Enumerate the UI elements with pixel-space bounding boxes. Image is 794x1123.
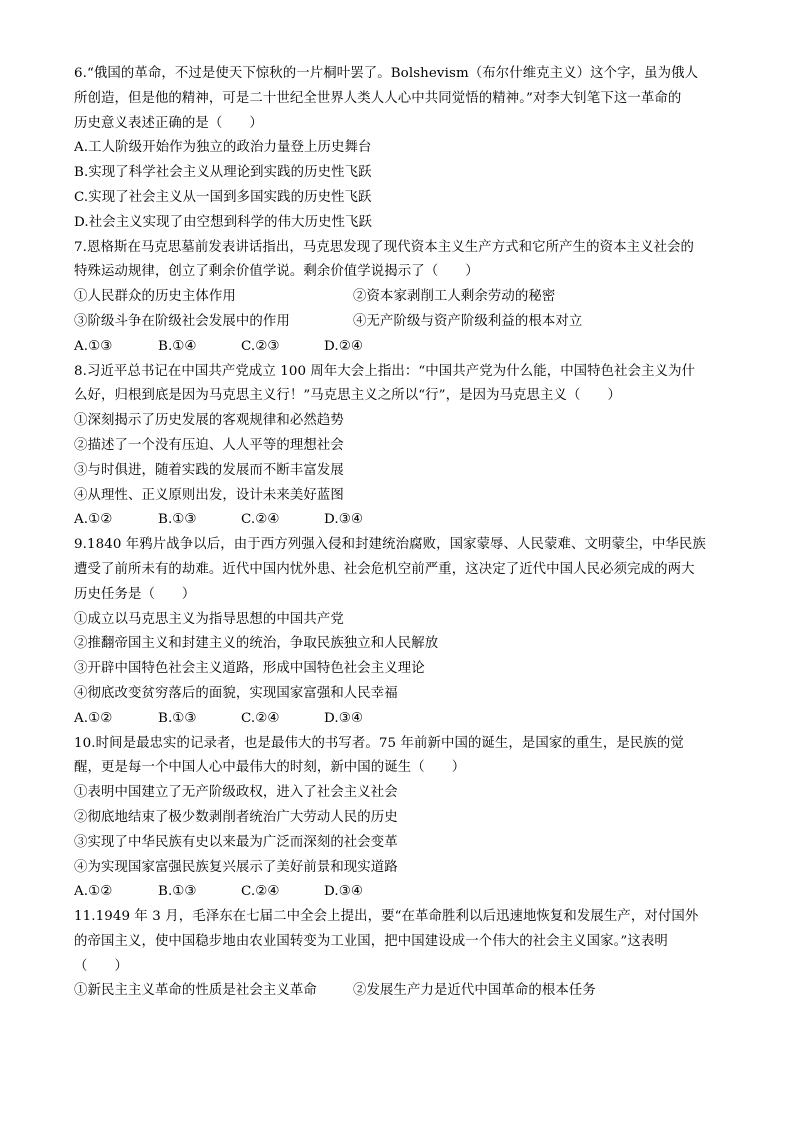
answer-row <box>74 335 724 360</box>
answer-row <box>74 880 724 905</box>
question-9 <box>74 533 724 731</box>
item-2: ②彻底地结束了极少数剥削者统治广大劳动人民的历史 <box>74 809 398 825</box>
item-row <box>74 979 724 1004</box>
item-2: ②发展生产力是近代中国革命的根本任务 <box>353 983 596 999</box>
question-11 <box>74 905 724 1004</box>
item-4: ④从理性、正义原则出发，设计未来美好蓝图 <box>74 487 344 503</box>
question-stem-line: 历史任务是（ ） <box>74 586 196 602</box>
question-stem-line: 11.1949 年 3 月，毛泽东在七届二中全会上提出，要“在革命胜利以后迅速地恢复和发展生产，对付国外 <box>74 909 699 925</box>
question-stem-line: 8.习近平总书记在中国共产党成立 100 周年大会上指出：“中国共产党为什么能，中国特色社会主义为什 <box>74 363 696 379</box>
question-stem-line: 醒，更是每一个中国人心中最伟大的时刻，新中国的诞生（ ） <box>74 760 466 776</box>
answer-row <box>74 508 724 533</box>
answer-d: D.③④ <box>324 884 363 900</box>
item-1: ①深刻揭示了历史发展的客观规律和必然趋势 <box>74 413 344 429</box>
answer-d: D.③④ <box>324 710 363 726</box>
question-stem-line: （ ） <box>74 958 128 974</box>
answer-c: C.②③ <box>241 338 280 354</box>
item-1: ①表明中国建立了无产阶级政权，进入了社会主义社会 <box>74 785 398 801</box>
item-3: ③阶级斗争在阶级社会发展中的作用 <box>74 313 290 329</box>
item-4: ④彻底改变贫穷落后的面貌，实现国家富强和人民幸福 <box>74 685 398 701</box>
item-2: ②推翻帝国主义和封建主义的统治，争取民族独立和人民解放 <box>74 636 439 652</box>
option-b: B.实现了科学社会主义从理论到实践的历史性飞跃 <box>74 165 372 181</box>
question-stem-line: 特殊运动规律，创立了剩余价值学说。剩余价值学说揭示了（ ） <box>74 264 479 280</box>
question-stem-line: 7.恩格斯在马克思墓前发表讲话指出，马克思发现了现代资本主义生产方式和它所产生的资本主义社会的 <box>74 239 695 255</box>
option-c: C.实现了社会主义从一国到多国实践的历史性飞跃 <box>74 189 372 205</box>
question-10 <box>74 732 724 906</box>
answer-b: B.①③ <box>158 512 197 528</box>
answer-a: A.①② <box>74 512 113 528</box>
question-stem-line: 10.时间是最忠实的记录者，也是最伟大的书写者。75 年前新中国的诞生，是国家的重生，是民族的觉 <box>74 735 684 751</box>
item-3: ③与时俱进，随着实践的发展而不断丰富发展 <box>74 462 344 478</box>
question-stem-line: 的帝国主义，使中国稳步地由农业国转变为工业国，把中国建设成一个伟大的社会主义国家。”这表明 <box>74 933 668 949</box>
answer-d: D.③④ <box>324 512 363 528</box>
answer-a: A.①③ <box>74 338 113 354</box>
answer-row <box>74 707 724 732</box>
item-3: ③实现了中华民族有史以来最为广泛而深刻的社会变革 <box>74 834 398 850</box>
question-stem-line: 6.“俄国的革命，不过是使天下惊秋的一片桐叶罢了。Bolshevism（布尔什维克主义）这个字，虽为俄人 <box>74 66 699 81</box>
question-8 <box>74 360 724 534</box>
question-stem-line: 遭受了前所未有的劫难。近代中国内忧外患、社会危机空前严重，这决定了近代中国人民必须完成的两大 <box>74 561 695 577</box>
question-6 <box>74 62 724 236</box>
item-1: ①新民主主义革命的性质是社会主义革命 <box>74 983 317 999</box>
answer-a: A.①② <box>74 884 113 900</box>
answer-a: A.①② <box>74 710 113 726</box>
answer-b: B.①③ <box>158 710 197 726</box>
question-7 <box>74 236 724 360</box>
item-3: ③开辟中国特色社会主义道路，形成中国特色社会主义理论 <box>74 661 425 677</box>
question-stem-line: 9.1840 年鸦片战争以后，由于西方列强入侵和封建统治腐败，国家蒙辱、人民蒙难、文明蒙尘，中华民族 <box>74 537 706 553</box>
item-1: ①成立以马克思主义为指导思想的中国共产党 <box>74 611 344 627</box>
item-4: ④无产阶级与资产阶级利益的根本对立 <box>353 313 583 329</box>
answer-b: B.①④ <box>158 338 197 354</box>
item-row <box>74 310 724 335</box>
question-stem-line: 历史意义表述正确的是（ ） <box>74 115 263 131</box>
answer-d: D.②④ <box>324 338 363 354</box>
item-2: ②资本家剥削工人剩余劳动的秘密 <box>353 289 556 305</box>
question-stem-line: 么好，归根到底是因为马克思主义行！”马克思主义之所以“行”，是因为马克思主义（ ） <box>74 388 621 404</box>
answer-c: C.②④ <box>241 710 280 726</box>
item-4: ④为实现国家富强民族复兴展示了美好前景和现实道路 <box>74 859 398 875</box>
item-2: ②描述了一个没有压迫、人人平等的理想社会 <box>74 437 344 453</box>
option-a: A.工人阶级开始作为独立的政治力量登上历史舞台 <box>74 140 372 156</box>
answer-c: C.②④ <box>241 884 280 900</box>
question-stem-line: 所创造，但是他的精神，可是二十世纪全世界人类人人心中共同觉悟的精神。”对李大钊笔下这一革命的 <box>74 90 682 106</box>
item-1: ①人民群众的历史主体作用 <box>74 289 236 305</box>
answer-c: C.②④ <box>241 512 280 528</box>
answer-b: B.①③ <box>158 884 197 900</box>
option-d: D.社会主义实现了由空想到科学的伟大历史性飞跃 <box>74 214 373 230</box>
question-list <box>74 62 724 1004</box>
item-row <box>74 285 724 310</box>
